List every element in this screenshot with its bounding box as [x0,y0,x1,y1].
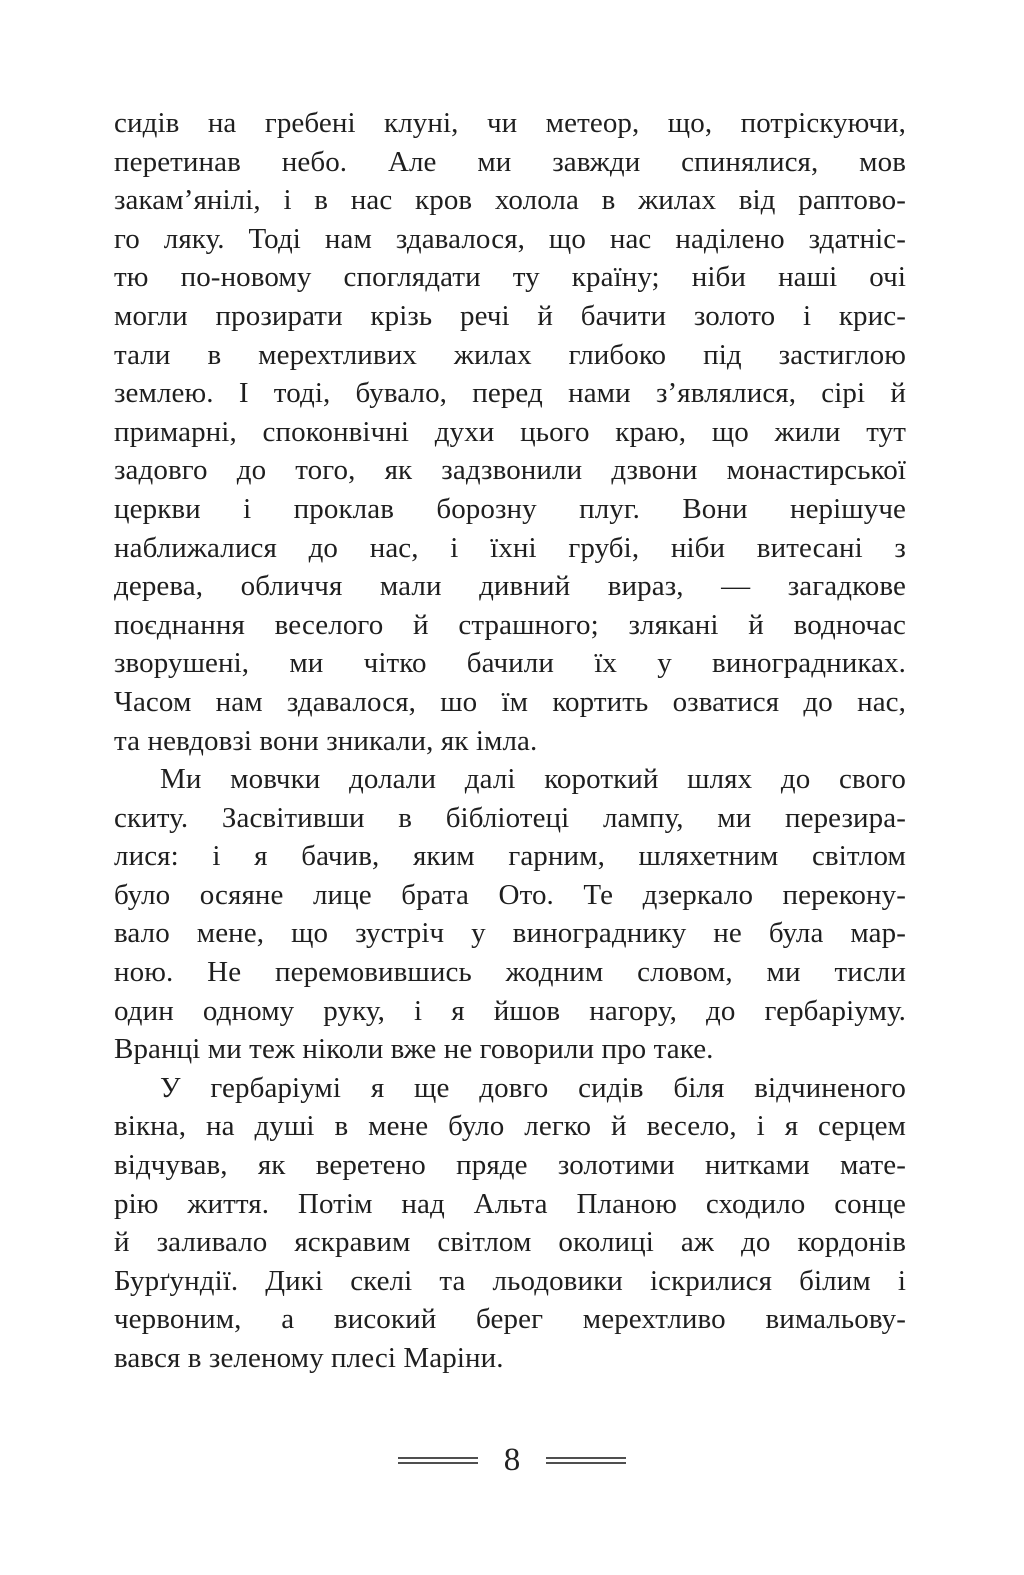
text-line: тю по-новому споглядати ту країну; ніби наші очі [114,261,906,294]
text-line: задовго до того, як задзвонили дзвони монастирської [114,454,906,487]
text-line: ною. Не перемовившись жодним словом, ми тисли [114,956,906,989]
text-line: го ляку. Тоді нам здавалося, що нас наділено здатніс- [114,222,906,255]
text-line: лися: і я бачив, яким гарним, шляхетним світлом [114,840,906,873]
footer-rule-right-icon [546,1457,626,1464]
text-line: землею. І тоді, бувало, перед нами з’являлися, сірі й [114,377,906,410]
text-line: примарні, споконвічні духи цього краю, що жили тут [114,415,906,448]
text-line: Часом нам здавалося, шо їм кортить озватися до нас, [114,685,906,718]
text-line: й заливало яскравим світлом околиці аж до кордонів [114,1226,906,1259]
text-line: тали в мерехтливих жилах глибоко під застиглою [114,338,906,371]
text-line: сидів на гребені клуні, чи метеор, що, потріскуючи, [114,107,906,139]
text-line: зворушені, ми чітко бачили їх у виноградниках. [114,647,906,680]
page-footer [0,1444,1024,1477]
text-line: церкви і проклав борозну плуг. Вони нерішуче [114,492,906,525]
text-line: Вранці ми теж ніколи вже не говорили про таке. [114,1033,714,1066]
footer-rule-left-icon [398,1457,478,1464]
text-line: поєднання веселого й страшного; злякані й водночас [114,608,906,641]
text-line: один одному руку, і я йшов нагору, до гербаріуму. [114,994,906,1027]
text-line: відчував, як веретено пряде золотими нитками мате- [114,1149,906,1182]
text-line: вався в зеленому плесі Маріни. [114,1342,504,1374]
text-line: скиту. Засвітивши в бібліотеці лампу, ми перезира- [114,801,906,834]
text-body [114,104,906,1378]
text-line: Бурґундії. Дикі скелі та льодовики іскрилися білим і [114,1264,906,1297]
text-line: вало мене, що зустріч у винограднику не була мар- [114,917,906,950]
text-line: вікна, на душі в мене було легко й весело, і я серцем [114,1110,906,1143]
text-line: та невдовзі вони зникали, як імла. [114,724,538,757]
text-line: рію життя. Потім над Альта Планою сходило сонце [114,1187,906,1220]
text-line: могли прозирати крізь речі й бачити золото і крис- [114,299,906,332]
text-line: Ми мовчки долали далі короткий шлях до свого [160,763,906,796]
page-number: 8 [503,1442,521,1478]
text-line: наближалися до нас, і їхні грубі, ніби витесані з [114,531,906,564]
text-line: дерева, обличчя мали дивний вираз, — загадкове [114,570,906,603]
text-line: У гербаріумі я ще довго сидів біля відчиненого [160,1071,906,1104]
text-line: перетинав небо. Але ми завжди спинялися, мов [114,145,906,178]
text-line: було осяяне лице брата Ото. Те дзеркало перекону- [114,878,906,911]
text-line: червоним, а високий берег мерехтливо вимальову- [114,1303,906,1336]
text-line: закам’янілі, і в нас кров холола в жилах від раптово- [114,184,906,217]
